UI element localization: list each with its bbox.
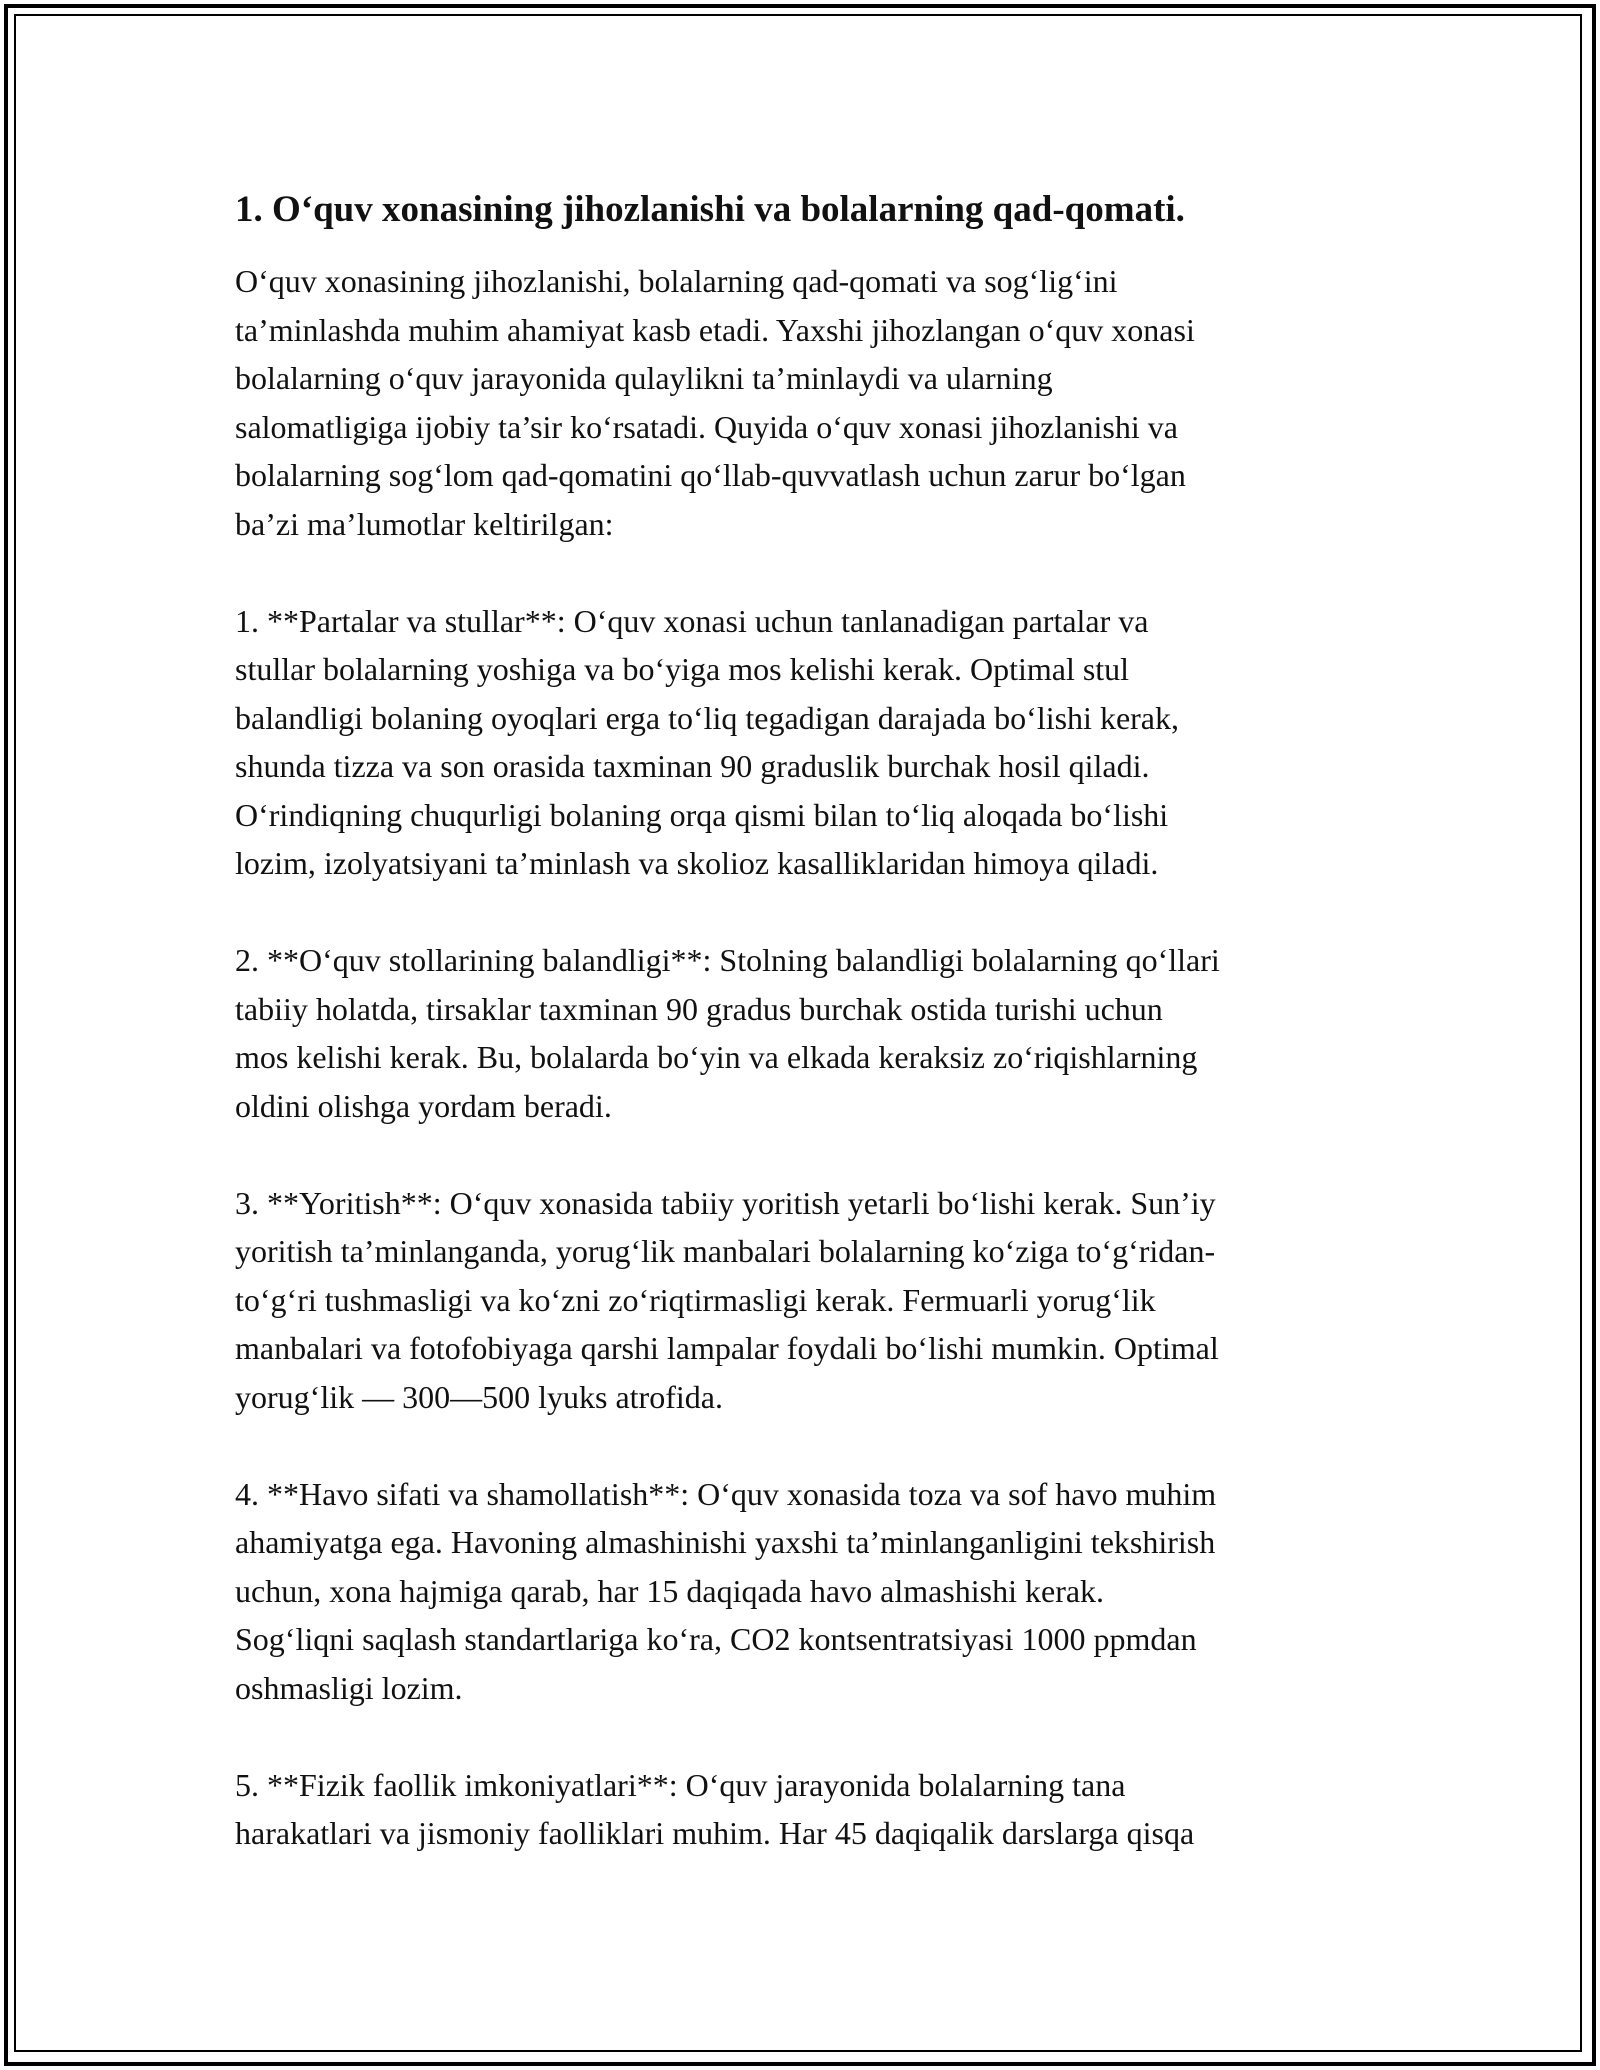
text-line: stullar bolalarning yoshiga va bo‘yiga mos kelishi kerak. Optimal stul xyxy=(235,651,1130,687)
text-line: oldini olishga yordam beradi. xyxy=(235,1087,612,1124)
text-line: lozim, izolyatsiyani ta’minlash va skolioz kasalliklaridan himoya qiladi. xyxy=(235,845,1159,881)
item-paragraph-2 xyxy=(235,936,1370,1130)
text-line: O‘rindiqning chuqurligi bolaning orqa qismi bilan to‘liq aloqada bo‘lishi xyxy=(235,796,1169,833)
item-paragraph-1 xyxy=(235,597,1370,888)
text-line: bolalarning o‘quv jarayonida qulaylikni ta’minlaydi va ularning xyxy=(235,360,1053,396)
text-line: balandligi bolaning oyoqlari erga to‘liq tegadigan darajada bo‘lishi kerak, xyxy=(235,699,1179,736)
text-line: tabiiy holatda, tirsaklar taxminan 90 gradus burchak ostida turishi uchun xyxy=(235,990,1163,1027)
text-line: yorug‘lik — 300—500 lyuks atrofida. xyxy=(235,1378,723,1415)
text-line: 3. **Yoritish**: O‘quv xonasida tabiiy yoritish yetarli bo‘lishi kerak. Sun’iy xyxy=(235,1184,1216,1221)
text-line: ba’zi ma’lumotlar keltirilgan: xyxy=(235,505,614,542)
item-paragraph-5 xyxy=(235,1761,1370,1858)
text-line: to‘g‘ri tushmasligi va ko‘zni zo‘riqtirmasligi kerak. Fermuarli yorug‘lik xyxy=(235,1281,1156,1318)
document-body xyxy=(235,186,1370,1906)
text-line: oshmasligi lozim. xyxy=(235,1669,463,1706)
section-heading: 1. O‘quv xonasining jihozlanishi va bolalarning qad-qomati. xyxy=(235,189,1185,230)
text-line: bolalarning sog‘lom qad-qomatini qo‘llab-quvvatlash uchun zarur bo‘lgan xyxy=(235,457,1186,493)
text-line: 5. **Fizik faollik imkoniyatlari**: O‘quv jarayonida bolalarning tana xyxy=(235,1766,1126,1803)
text-line: 4. **Havo sifati va shamollatish**: O‘quv xonasida toza va sof havo muhim xyxy=(235,1475,1217,1512)
intro-paragraph xyxy=(235,257,1370,548)
item-paragraph-4 xyxy=(235,1470,1370,1713)
text-line: Sog‘liqni saqlash standartlariga ko‘ra, CO2 kontsentratsiyasi 1000 ppmdan xyxy=(235,1621,1197,1657)
text-line: 1. **Partalar va stullar**: O‘quv xonasi uchun tanlanadigan partalar va xyxy=(235,602,1149,639)
text-line: salomatligiga ijobiy ta’sir ko‘rsatadi. Quyida o‘quv xonasi jihozlanishi va xyxy=(235,408,1178,445)
text-line: ta’minlashda muhim ahamiyat kasb etadi. Yaxshi jihozlangan o‘quv xonasi xyxy=(235,311,1195,348)
text-line: O‘quv xonasining jihozlanishi, bolalarning qad-qomati va sog‘lig‘ini xyxy=(235,263,1118,299)
text-line: mos kelishi kerak. Bu, bolalarda bo‘yin va elkada keraksiz zo‘riqishlarning xyxy=(235,1039,1198,1075)
text-line: ahamiyatga ega. Havoning almashinishi yaxshi ta’minlanganligini tekshirish xyxy=(235,1524,1216,1560)
text-line: yoritish ta’minlanganda, yorug‘lik manbalari bolalarning ko‘ziga to‘g‘ridan- xyxy=(235,1233,1216,1269)
item-paragraph-3 xyxy=(235,1179,1370,1422)
text-line: manbalari va fotofobiyaga qarshi lampalar foydali bo‘lishi mumkin. Optimal xyxy=(235,1330,1219,1366)
text-line: 2. **O‘quv stollarining balandligi**: Stolning balandligi bolalarning qo‘llari xyxy=(235,942,1220,978)
text-line: harakatlari va jismoniy faolliklari muhim. Har 45 daqiqalik darslarga qisqa xyxy=(235,1815,1195,1851)
text-line: shunda tizza va son orasida taxminan 90 graduslik burchak hosil qiladi. xyxy=(235,748,1150,784)
text-line: uchun, xona hajmiga qarab, har 15 daqiqada havo almashishi kerak. xyxy=(235,1572,1105,1609)
